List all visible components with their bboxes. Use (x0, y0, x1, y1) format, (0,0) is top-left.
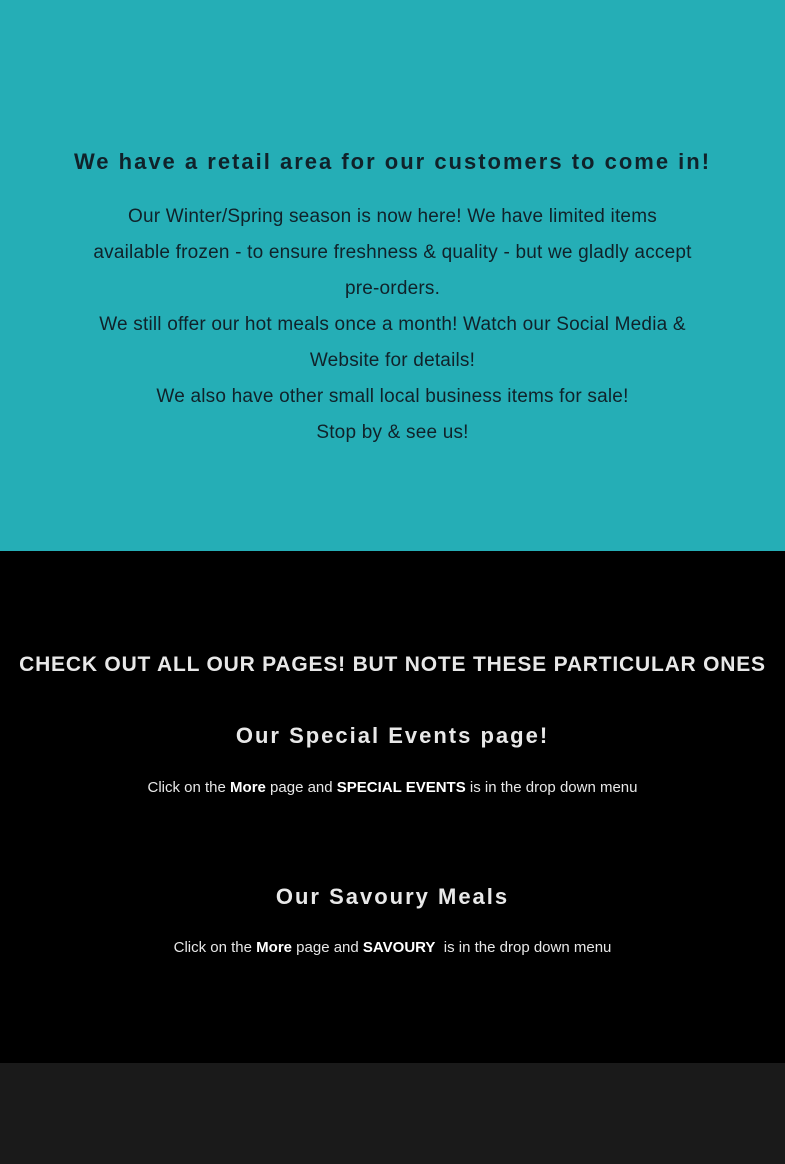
retail-line-hot-meals: We still offer our hot meals once a month! Watch our Social Media & Website for details! (99, 314, 686, 371)
savoury-more-label: More (256, 939, 293, 956)
special-events-title: Our Special Events page! (235, 723, 550, 748)
special-events-more-label: More (230, 779, 266, 796)
retail-line-visit: Stop by & see us! (316, 422, 469, 443)
pages-heading: CHECK OUT ALL OUR PAGES! BUT NOTE THESE PARTICULAR ONES (19, 653, 766, 676)
savoury-meals-title: Our Savoury Meals (275, 884, 510, 909)
special-events-text-1: Click on the (147, 779, 231, 796)
retail-line-season: Our Winter/Spring season is now here! We have limited items available frozen - to ensure freshness & quality - but we gladly accept pre-orders. (93, 206, 692, 299)
savoury-text-2: page and (292, 939, 363, 956)
special-events-text-3: is in the drop down menu (465, 779, 638, 796)
savoury-menu-label: SAVOURY (362, 939, 436, 956)
retail-section (0, 0, 785, 551)
retail-text (90, 199, 695, 451)
savoury-text-1: Click on the (173, 939, 257, 956)
savoury-text-3: is in the drop down menu (435, 939, 612, 956)
footer (0, 1063, 785, 1164)
special-events-instructions (0, 777, 785, 799)
special-events-menu-label: SPECIAL EVENTS (336, 779, 466, 796)
retail-heading: We have a retail area for our customers to come in! (73, 149, 712, 174)
savoury-instructions (0, 937, 785, 959)
pages-section (0, 551, 785, 1063)
special-events-text-2: page and (265, 779, 337, 796)
retail-line-local-items: We also have other small local business items for sale! (156, 386, 629, 407)
